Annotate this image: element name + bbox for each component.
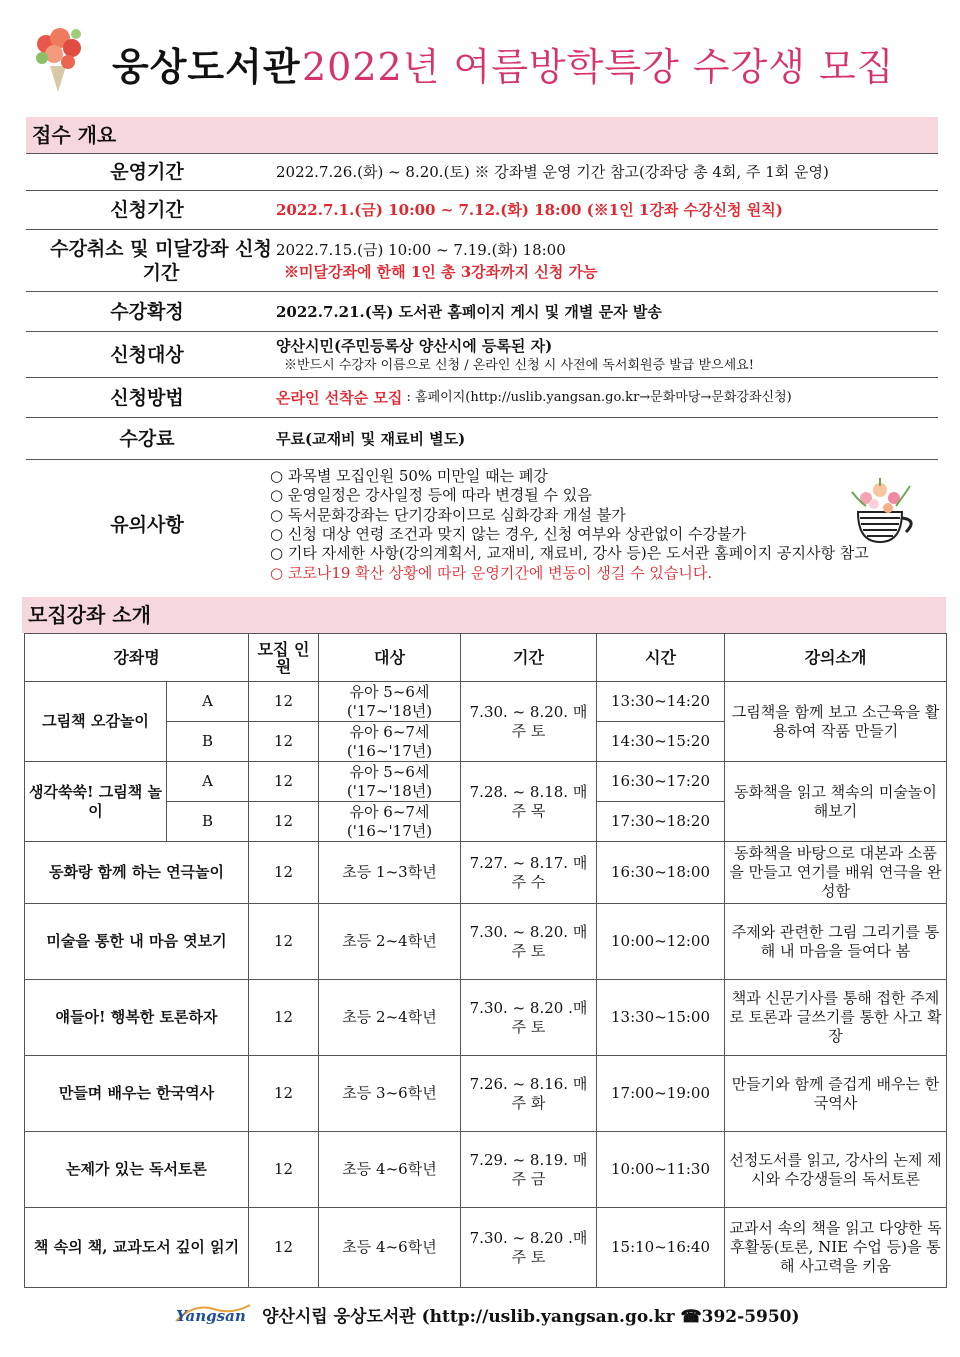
course-group: A bbox=[167, 762, 249, 802]
course-group: A bbox=[167, 682, 249, 722]
note-item-warning: ○ 코로나19 확산 상황에 따라 운영기간에 변동이 생길 수 있습니다. bbox=[270, 563, 713, 582]
course-count: 12 bbox=[249, 802, 319, 842]
course-name: 생각쑥쑥! 그림책 놀이 bbox=[25, 762, 167, 842]
course-time: 16:30~18:00 bbox=[597, 842, 725, 904]
overview-row bbox=[26, 191, 938, 230]
course-time: 10:00~12:00 bbox=[597, 904, 725, 980]
course-target: 유아 5~6세 ('17~'18년) bbox=[319, 762, 461, 802]
course-count: 12 bbox=[249, 842, 319, 904]
course-period: 7.30. ~ 8.20. 매주 토 bbox=[461, 682, 597, 762]
flower-cup-icon bbox=[840, 472, 924, 544]
overview-label: 수강취소 및 미달강좌 신청 기간 bbox=[50, 237, 272, 284]
header-cell: 기간 bbox=[461, 634, 597, 682]
flower-bouquet-icon bbox=[28, 22, 88, 94]
footer-contact: 양산시립 웅상도서관 (http://uslib.yangsan.go.kr ☎392-5950) bbox=[262, 1307, 800, 1327]
course-name: 그림책 오감놀이 bbox=[25, 682, 167, 762]
page-title: 2022년 여름방학특강 수강생 모집 bbox=[302, 45, 895, 89]
course-time: 14:30~15:20 bbox=[597, 722, 725, 762]
course-group: B bbox=[167, 802, 249, 842]
overview-value: 양산시민(주민등록상 양산시에 등록된 자) bbox=[276, 336, 553, 355]
section-title-overview: 접수 개요 bbox=[26, 117, 938, 153]
course-period: 7.30. ~ 8.20 .매주 토 bbox=[461, 1208, 597, 1288]
overview-label: 신청대상 bbox=[110, 343, 184, 366]
course-count: 12 bbox=[249, 980, 319, 1056]
overview-label: 유의사항 bbox=[110, 514, 184, 536]
course-group: B bbox=[167, 722, 249, 762]
overview-value: 무료(교재비 및 재료비 별도) bbox=[276, 429, 466, 448]
course-time: 16:30~17:20 bbox=[597, 762, 725, 802]
header-cell: 시간 bbox=[597, 634, 725, 682]
overview-label: 운영기간 bbox=[110, 161, 184, 183]
overview-value: : 홈페이지(http://uslib.yangsan.go.kr→문화마당→문화강좌신청) bbox=[402, 389, 792, 405]
course-count: 12 bbox=[249, 1056, 319, 1132]
course-time: 17:30~18:20 bbox=[597, 802, 725, 842]
course-period: 7.28. ~ 8.18. 매주 목 bbox=[461, 762, 597, 842]
note-item: ○ 기타 자세한 사항(강의계획서, 교재비, 재료비, 강사 등)은 도서관 홈페이지 공지사항 참고 bbox=[270, 544, 869, 563]
overview-label: 수강확정 bbox=[110, 300, 184, 323]
course-desc: 그림책을 함께 보고 소근육을 활용하여 작품 만들기 bbox=[725, 682, 947, 762]
header-cell: 강좌명 bbox=[25, 634, 249, 682]
header-cell: 대상 bbox=[319, 634, 461, 682]
course-name: 동화랑 함께 하는 연극놀이 bbox=[25, 842, 249, 904]
course-target: 초등 2~4학년 bbox=[319, 904, 461, 980]
overview-value: 2022.7.21.(목) 도서관 홈페이지 게시 및 개별 문자 발송 bbox=[276, 302, 662, 321]
course-period: 7.30. ~ 8.20. 매주 토 bbox=[461, 904, 597, 980]
overview-row-notes bbox=[26, 460, 938, 590]
table-row bbox=[25, 980, 947, 1056]
library-title: 웅상도서관 bbox=[112, 44, 301, 89]
course-time: 15:10~16:40 bbox=[597, 1208, 725, 1288]
overview-row bbox=[26, 418, 938, 460]
course-time: 13:30~14:20 bbox=[597, 682, 725, 722]
course-desc: 주제와 관련한 그림 그리기를 통해 내 마음을 들여다 봄 bbox=[725, 904, 947, 980]
overview-label: 수강료 bbox=[119, 427, 175, 450]
course-desc: 선정도서를 읽고, 강사의 논제 제시와 수강생들의 독서토론 bbox=[725, 1132, 947, 1208]
section-title-courses: 모집강좌 소개 bbox=[22, 597, 946, 633]
course-count: 12 bbox=[249, 904, 319, 980]
overview-row bbox=[26, 292, 938, 332]
course-name: 미술을 통한 내 마음 엿보기 bbox=[25, 904, 249, 980]
course-desc: 동화책을 읽고 책속의 미술놀이 해보기 bbox=[725, 762, 947, 842]
course-name: 논제가 있는 독서토론 bbox=[25, 1132, 249, 1208]
course-target: 초등 1~3학년 bbox=[319, 842, 461, 904]
course-desc: 책과 신문기사를 통해 접한 주제로 토론과 글쓰기를 통한 사고 확장 bbox=[725, 980, 947, 1056]
course-count: 12 bbox=[249, 722, 319, 762]
course-period: 7.27. ~ 8.17. 매주 수 bbox=[461, 842, 597, 904]
course-target: 초등 4~6학년 bbox=[319, 1208, 461, 1288]
course-count: 12 bbox=[249, 762, 319, 802]
course-desc: 만들기와 함께 즐겁게 배우는 한국역사 bbox=[725, 1056, 947, 1132]
table-row bbox=[25, 762, 947, 802]
course-name: 책 속의 책, 교과도서 깊이 읽기 bbox=[25, 1208, 249, 1288]
overview-note: ※미달강좌에 한해 1인 총 3강좌까지 신청 가능 bbox=[284, 262, 598, 281]
yangsan-logo bbox=[174, 1299, 252, 1327]
course-count: 12 bbox=[249, 682, 319, 722]
table-header-row bbox=[25, 634, 947, 682]
table-row bbox=[25, 1056, 947, 1132]
overview-row bbox=[26, 378, 938, 418]
course-target: 초등 4~6학년 bbox=[319, 1132, 461, 1208]
table-row bbox=[25, 1208, 947, 1288]
course-name: 얘들아! 행복한 토론하자 bbox=[25, 980, 249, 1056]
course-period: 7.30. ~ 8.20 .매주 토 bbox=[461, 980, 597, 1056]
overview-value-highlight: 온라인 선착순 모집 bbox=[276, 388, 403, 407]
yangsan-logo-text: Yangsan bbox=[176, 1307, 246, 1325]
overview-note: ※반드시 수강자 이름으로 신청 / 온라인 신청 시 사전에 독서회원증 발급 받으세요! bbox=[284, 357, 754, 373]
table-row bbox=[25, 1132, 947, 1208]
course-table bbox=[24, 633, 947, 1288]
overview-row bbox=[26, 332, 938, 378]
table-row bbox=[25, 842, 947, 904]
course-target: 유아 5~6세 ('17~'18년) bbox=[319, 682, 461, 722]
course-count: 12 bbox=[249, 1208, 319, 1288]
course-target: 유아 6~7세 ('16~'17년) bbox=[319, 722, 461, 762]
course-target: 초등 3~6학년 bbox=[319, 1056, 461, 1132]
table-row bbox=[25, 904, 947, 980]
course-time: 10:00~11:30 bbox=[597, 1132, 725, 1208]
note-item: ○ 과목별 모집인원 50% 미만일 때는 폐강 bbox=[270, 466, 548, 485]
header-cell: 모집 인원 bbox=[249, 634, 319, 682]
overview-value: 2022.7.26.(화) ~ 8.20.(토) ※ 강좌별 운영 기간 참고(강좌당 총 4회, 주 1회 운영) bbox=[276, 163, 829, 181]
course-period: 7.26. ~ 8.16. 매주 화 bbox=[461, 1056, 597, 1132]
note-item: ○ 독서문화강좌는 단기강좌이므로 심화강좌 개설 불가 bbox=[270, 505, 626, 524]
table-row bbox=[25, 682, 947, 722]
course-target: 초등 2~4학년 bbox=[319, 980, 461, 1056]
course-count: 12 bbox=[249, 1132, 319, 1208]
overview-label: 신청기간 bbox=[110, 199, 184, 221]
course-period: 7.29. ~ 8.19. 매주 금 bbox=[461, 1132, 597, 1208]
course-desc: 동화책을 바탕으로 대본과 소품을 만들고 연기를 배워 연극을 완성함 bbox=[725, 842, 947, 904]
course-time: 17:00~19:00 bbox=[597, 1056, 725, 1132]
overview-label: 신청방법 bbox=[110, 386, 184, 409]
overview-value: 2022.7.15.(금) 10:00 ~ 7.19.(화) 18:00 bbox=[276, 240, 566, 259]
overview-value: 2022.7.1.(금) 10:00 ~ 7.12.(화) 18:00 (※1인 1강좌 수강신청 원칙) bbox=[276, 201, 783, 219]
course-target: 유아 6~7세 ('16~'17년) bbox=[319, 802, 461, 842]
course-time: 13:30~15:00 bbox=[597, 980, 725, 1056]
course-name: 만들며 배우는 한국역사 bbox=[25, 1056, 249, 1132]
header-cell: 강의소개 bbox=[725, 634, 947, 682]
note-item: ○ 신청 대상 연령 조건과 맞지 않는 경우, 신청 여부와 상관없이 수강불가 bbox=[270, 525, 747, 543]
course-desc: 교과서 속의 책을 읽고 다양한 독후활동(토론, NIE 수업 등)을 통해 사고력을 키움 bbox=[725, 1208, 947, 1288]
overview-row bbox=[26, 230, 938, 292]
note-item: ○ 운영일정은 강사일정 등에 따라 변경될 수 있음 bbox=[270, 486, 592, 505]
overview-row bbox=[26, 153, 938, 191]
